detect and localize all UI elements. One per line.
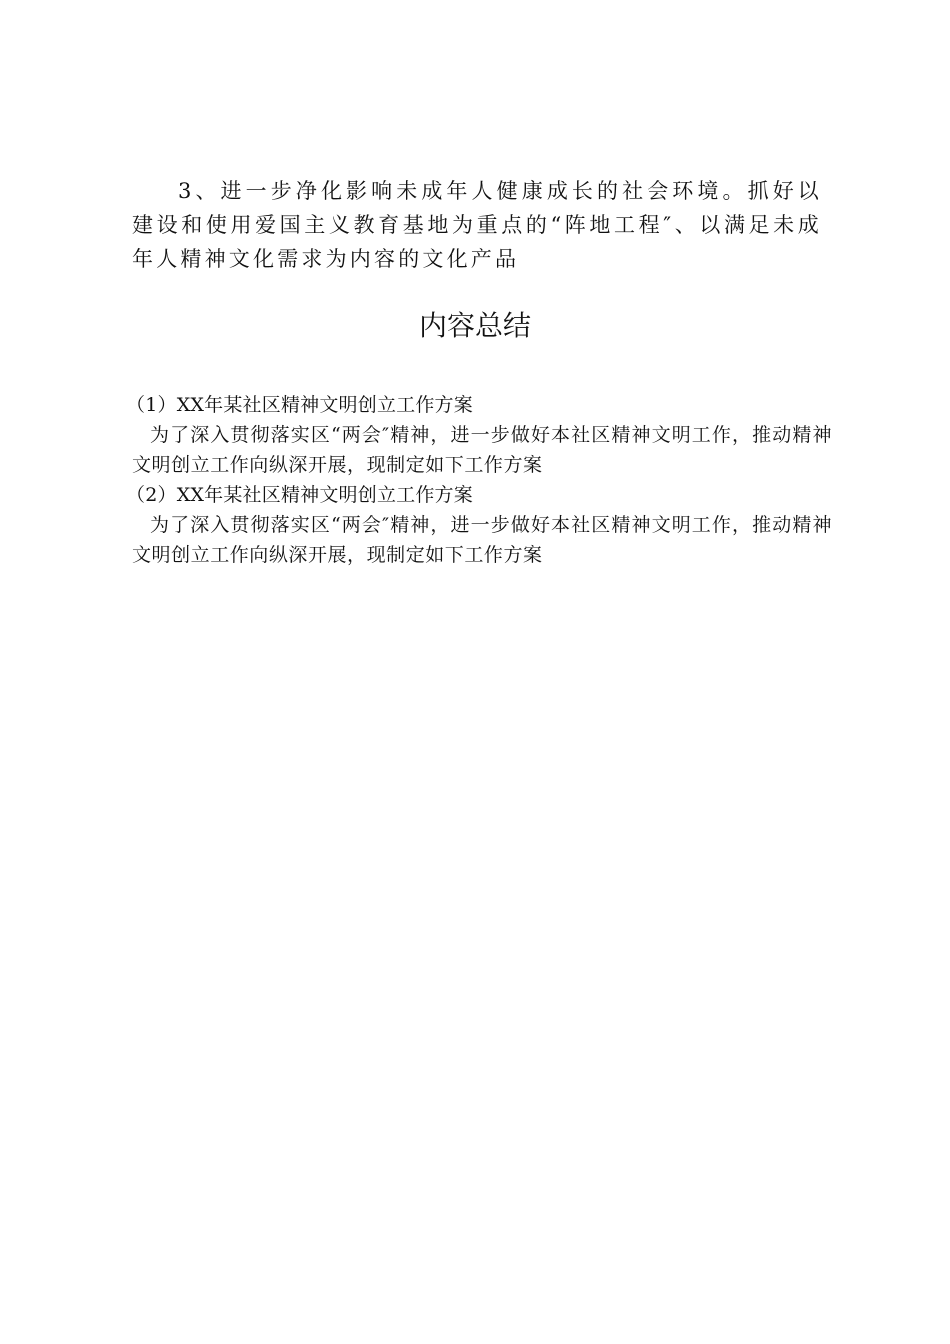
summary-item-2 (126, 480, 832, 570)
summary-item-heading: （1）XX年某社区精神文明创立工作方案 (126, 394, 473, 416)
summary-item-body: 为了深入贯彻落实区“两会″精神，进一步做好本社区精神文明工作，推动精神文明创立工作向纵深开展，现制定如下工作方案 (132, 424, 832, 476)
intro-paragraph: 3、进一步净化影响未成年人健康成长的社会环境。抓好以建设和使用爱国主义教育基地为重点的“阵地工程″、以满足未成年人精神文化需求为内容的文化产品 (132, 179, 822, 271)
summary-section (126, 390, 832, 570)
summary-title: 内容总结 (418, 309, 531, 342)
summary-item-1 (126, 390, 832, 480)
summary-item-body: 为了深入贯彻落实区“两会″精神，进一步做好本社区精神文明工作，推动精神文明创立工作向纵深开展，现制定如下工作方案 (132, 514, 832, 566)
summary-item-heading: （2）XX年某社区精神文明创立工作方案 (126, 484, 473, 506)
